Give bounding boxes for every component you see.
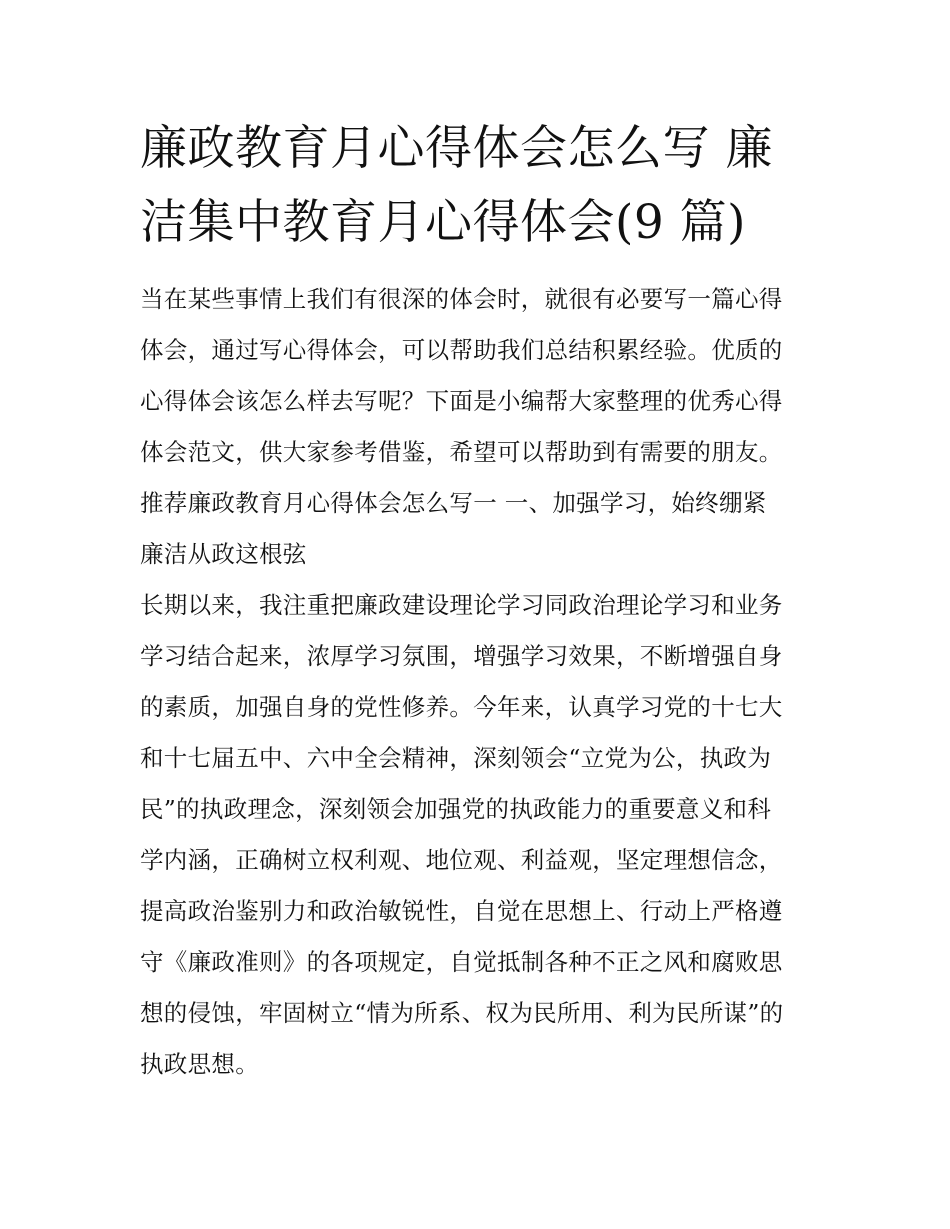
body-line: 民”的执政理念，深刻领会加强党的执政能力的重要意义和科 (140, 795, 772, 823)
body-line: 执政思想。 (140, 1050, 259, 1078)
body-line: 体会范文，供大家参考借鉴，希望可以帮助到有需要的朋友。 (140, 438, 783, 466)
section-heading-line: 廉洁从政这根弦 (140, 540, 307, 568)
title-line-1: 廉政教育月心得体会怎么写 廉 (140, 121, 773, 176)
body-line: 体会，通过写心得体会，可以帮助我们总结积累经验。优质的 (140, 336, 783, 364)
title-line-2: 洁集中教育月心得体会(9 篇) (140, 195, 747, 250)
body-line: 心得体会该怎么样去写呢？下面是小编帮大家整理的优秀心得 (140, 387, 783, 415)
document-body (140, 274, 812, 1090)
body-line: 想的侵蚀，牢固树立“情为所系、权为民所用、利为民所谋”的 (140, 999, 784, 1027)
document-content (140, 112, 812, 1090)
body-line: 和十七届五中、六中全会精神，深刻领会“立党为公，执政为 (140, 744, 772, 772)
body-line: 提高政治鉴别力和政治敏锐性，自觉在思想上、行动上严格遵 (140, 897, 783, 925)
body-line: 的素质，加强自身的党性修养。今年来，认真学习党的十七大 (140, 693, 783, 721)
document-title (140, 112, 812, 260)
body-line: 学习结合起来，浓厚学习氛围，增强学习效果，不断增强自身 (140, 642, 783, 670)
body-line: 当在某些事情上我们有很深的体会时，就很有必要写一篇心得 (140, 285, 783, 313)
body-line: 长期以来，我注重把廉政建设理论学习同政治理论学习和业务 (140, 591, 783, 619)
body-line: 守《廉政准则》的各项规定，自觉抵制各种不正之风和腐败思 (140, 948, 783, 976)
section-heading-line: 推荐廉政教育月心得体会怎么写一 一、加强学习，始终绷紧 (140, 489, 767, 517)
body-line: 学内涵，正确树立权利观、地位观、利益观，坚定理想信念， (140, 846, 783, 874)
